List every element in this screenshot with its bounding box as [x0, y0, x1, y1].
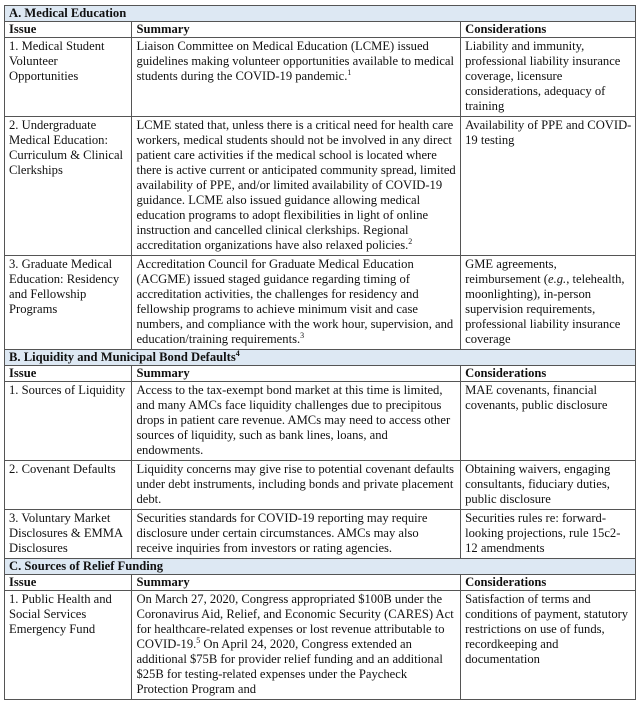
issue-cell: 1. Public Health and Social Services Emergency Fund — [5, 591, 132, 700]
issue-cell: 2. Covenant Defaults — [5, 461, 132, 510]
considerations-cell: Obtaining waivers, engaging consultants, fiduciary duties, public disclosure — [461, 461, 636, 510]
summary-cell: LCME stated that, unless there is a critical need for health care workers, medical students should not be involved in any direct patient care activities if the medical school is located where there is active current or anticipated community spread, limited availability of PPE, and/or limited availability of COVID-19 guidance. LCME also issued guidance allowing medical education programs to adopt flexibilities in light of online instruction and cancelled clinical clerkships. Regional accreditation organizations have also relaxed policies.$^2$ — [132, 117, 461, 256]
column-header-summary: Summary — [132, 575, 461, 591]
section-title: C. Sources of Relief Funding — [5, 559, 636, 575]
issue-cell: 3. Graduate Medical Education: Residency and Fellowship Programs — [5, 256, 132, 350]
section-header-liquidity — [5, 350, 636, 366]
summary-cell: Access to the tax-exempt bond market at this time is limited, and many AMCs face liquidity challenges due to precipitous drops in patient care revenue. AMCs may need to access other sources of liquidity, such as bank lines, loans, and endowments. — [132, 382, 461, 461]
considerations-cell: Satisfaction of terms and conditions of payment, statutory restrictions on use of funds, recordkeeping and documentation — [461, 591, 636, 700]
considerations-cell: Liability and immunity, professional liability insurance coverage, licensure considerations, adequacy of training — [461, 38, 636, 117]
column-header-issue: Issue — [5, 366, 132, 382]
section-header-relief-funding — [5, 559, 636, 575]
section-title: A. Medical Education — [5, 6, 636, 22]
issue-cell: 2. Undergraduate Medical Education: Curriculum & Clinical Clerkships — [5, 117, 132, 256]
footnote-ref: 2 — [408, 237, 413, 246]
considerations-cell: Availability of PPE and COVID-19 testing — [461, 117, 636, 256]
table-row — [5, 117, 636, 256]
considerations-cell: Securities rules re: forward-looking projections, rule 15c2-12 amendments — [461, 510, 636, 559]
considerations-table — [4, 5, 636, 700]
column-header-row — [5, 575, 636, 591]
column-header-summary: Summary — [132, 366, 461, 382]
table-row — [5, 510, 636, 559]
document-page — [4, 5, 636, 700]
column-header-issue: Issue — [5, 22, 132, 38]
issue-cell: 1. Sources of Liquidity — [5, 382, 132, 461]
section-title: B. Liquidity and Municipal Bond Defaults$^4$ — [5, 350, 636, 366]
summary-cell: On March 27, 2020, Congress appropriated $100B under the Coronavirus Aid, Relief, and Economic Security (CARES) Act for healthcare-related expenses or lost revenue attributable to COVID-19.$^5$ On April 24, 2020, Congress extended an additional $75B for provider relief funding and an additional $25B for testing-related expenses under the Paycheck Protection Program and — [132, 591, 461, 700]
table-row — [5, 461, 636, 510]
table-row — [5, 38, 636, 117]
column-header-row — [5, 22, 636, 38]
summary-cell: Liaison Committee on Medical Education (LCME) issued guidelines making volunteer opportunities available to medical students during the COVID-19 pandemic.$^1$ — [132, 38, 461, 117]
summary-cell: Securities standards for COVID-19 reporting may require disclosure under certain circumstances. AMCs may also receive inquiries from investors or rating agencies. — [132, 510, 461, 559]
footnote-ref: 4 — [235, 349, 240, 358]
section-header-medical-education — [5, 6, 636, 22]
column-header-considerations: Considerations — [461, 22, 636, 38]
footnote-ref: 5 — [196, 636, 201, 645]
issue-cell: 1. Medical Student Volunteer Opportunities — [5, 38, 132, 117]
summary-cell: Liquidity concerns may give rise to potential covenant defaults under debt instruments, including bonds and private placement debt. — [132, 461, 461, 510]
considerations-cell: GME agreements, reimbursement (e.g., telehealth, moonlighting), in-person supervision requirements, professional liability insurance coverage — [461, 256, 636, 350]
table-row — [5, 591, 636, 700]
column-header-issue: Issue — [5, 575, 132, 591]
footnote-ref: 3 — [300, 331, 305, 340]
column-header-row — [5, 366, 636, 382]
table-row — [5, 382, 636, 461]
issue-cell: 3. Voluntary Market Disclosures & EMMA Disclosures — [5, 510, 132, 559]
column-header-considerations: Considerations — [461, 575, 636, 591]
footnote-ref: 1 — [347, 68, 352, 77]
table-row — [5, 256, 636, 350]
summary-cell: Accreditation Council for Graduate Medical Education (ACGME) issued staged guidance regarding timing of accreditation activities, the challenges for residency and fellowship programs to achieve minimum visit and case numbers, and compliance with the work hour, supervision, and education/training requirements.$^3$ — [132, 256, 461, 350]
column-header-considerations: Considerations — [461, 366, 636, 382]
considerations-cell: MAE covenants, financial covenants, public disclosure — [461, 382, 636, 461]
column-header-summary: Summary — [132, 22, 461, 38]
